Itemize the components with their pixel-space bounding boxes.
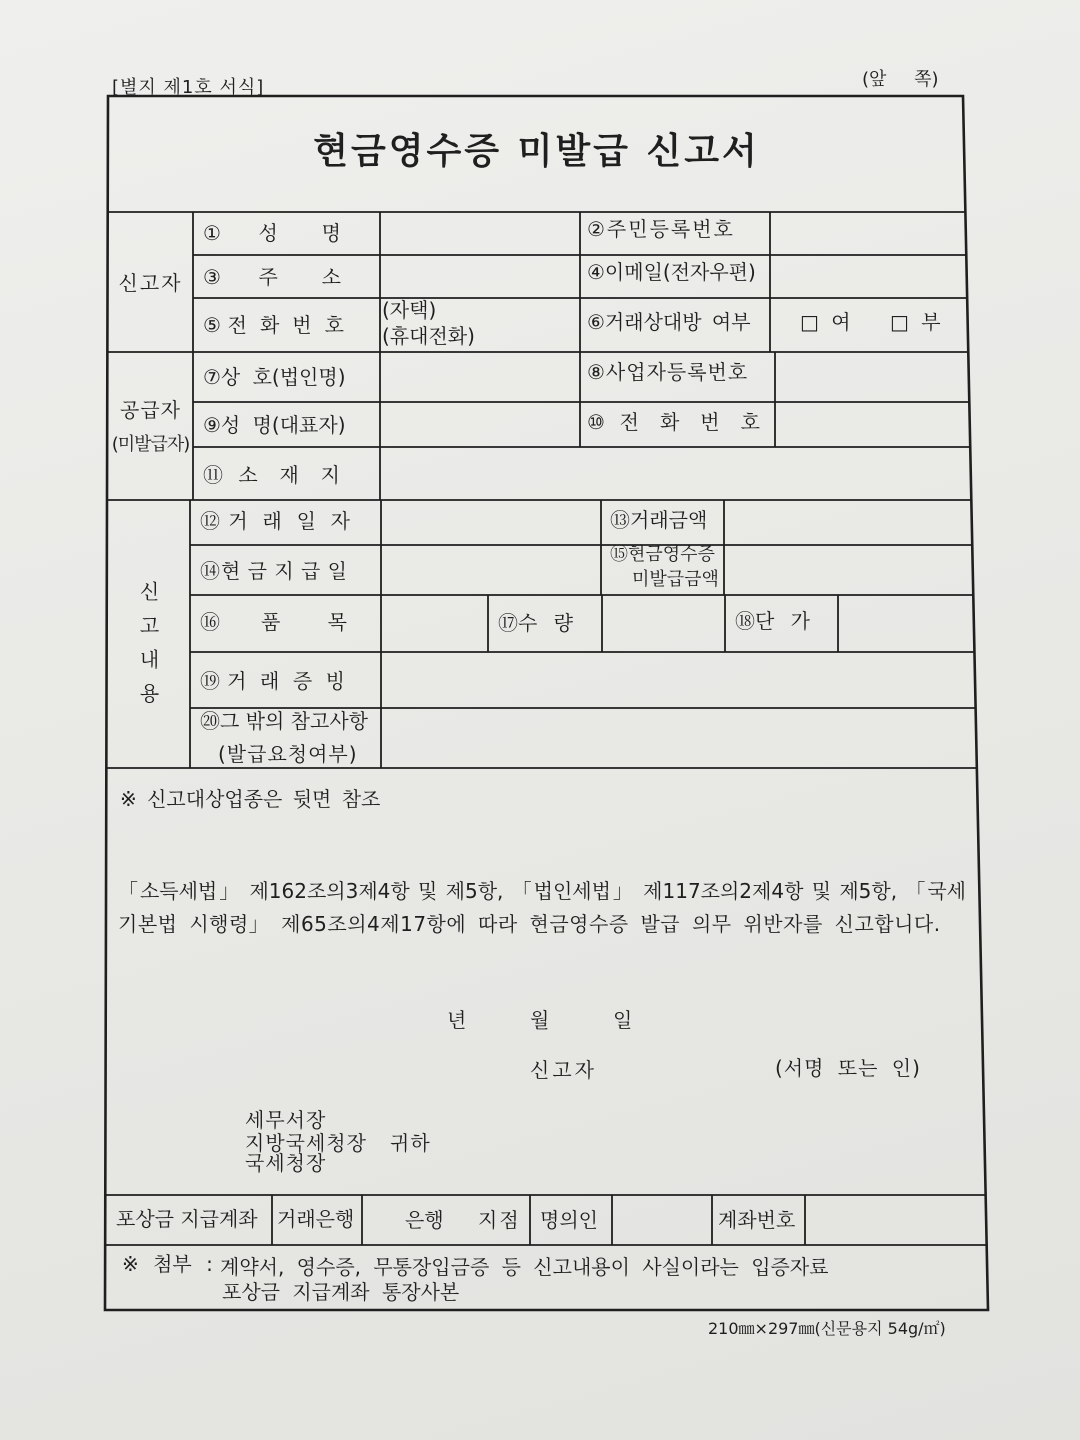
supplier-phone-label: ⑩전 화 번 호 xyxy=(587,410,760,434)
date-day: 일 xyxy=(613,1008,633,1032)
reporter-counterparty-label: ⑥거래상대방 여부 xyxy=(587,310,751,334)
supplier-location-label: ⑪소 재 지 xyxy=(203,463,340,487)
date-year: 년 xyxy=(447,1008,467,1032)
attachment-label: ※ 첨부 : xyxy=(122,1252,213,1276)
payment-date-label: ⑭현 금 지 급 일 xyxy=(200,559,347,583)
supplier-representative-label: ⑨성 명(대표자) xyxy=(203,413,346,437)
reward-account-label: 포상금 지급계좌 xyxy=(116,1207,258,1231)
page-title: 현금영수증 미발급 신고서 xyxy=(313,131,760,172)
reporter-section-label: 신고자 xyxy=(118,271,183,295)
form-number: [별지 제1호 서식] xyxy=(112,77,265,98)
reporter-phone-home-hint: (자택) xyxy=(382,298,437,322)
reporter-resident-number-label: ②주민등록번호 xyxy=(587,217,735,241)
report-section-label: 신고내용 xyxy=(136,581,160,717)
branch-suffix: 지점 xyxy=(478,1208,521,1232)
evidence-label: ⑲거 래 증 빙 xyxy=(200,669,345,693)
declaration-line-1: 「소득세법」 제162조의3제4항 및 제5항, 「법인세법」 제117조의2제4항 및 제5항, 「국세 xyxy=(118,879,966,903)
counterparty-yes-checkbox: □ 여 xyxy=(800,310,851,334)
transaction-date-label: ⑫거 래 일 자 xyxy=(200,509,350,533)
account-number-label: 계좌번호 xyxy=(718,1208,796,1232)
supplier-business-number-label: ⑧사업자등록번호 xyxy=(587,360,749,384)
reporter-email-label: ④이메일(전자우편) xyxy=(587,260,756,284)
supplier-section-sublabel: (미발급자) xyxy=(111,434,190,455)
attachment-line-1: 계약서, 영수증, 무통장입금증 등 신고내용이 사실이라는 입증자료 xyxy=(220,1255,829,1279)
bank-suffix: 은행 xyxy=(405,1208,444,1232)
unissued-amount-label-line2: 미발급금액 xyxy=(632,569,719,590)
unit-price-label: ⑱단 가 xyxy=(735,609,810,633)
supplier-section-label: 공급자 xyxy=(120,398,181,422)
account-holder-label: 명의인 xyxy=(540,1208,598,1232)
recipient-national-office: 국세청장 xyxy=(245,1151,327,1175)
reporter-phone-label: ⑤전 화 번 호 xyxy=(203,313,344,337)
reporter-address-label: ③주 소 xyxy=(203,265,341,289)
item-label: ⑯품 목 xyxy=(200,610,347,634)
other-notes-label: ⑳그 밖의 참고사항 xyxy=(200,709,368,733)
reporter-phone-mobile-hint: (휴대전화) xyxy=(382,324,475,348)
bank-label: 거래은행 xyxy=(277,1207,355,1231)
quantity-label: ⑰수 량 xyxy=(498,611,573,635)
attachment-line-2: 포상금 지급계좌 통장사본 xyxy=(222,1280,460,1304)
reporter-name-label: ①성 명 xyxy=(203,221,341,245)
paper-spec: 210㎜×297㎜(신문용지 54g/㎡) xyxy=(708,1319,946,1338)
declaration-line-2: 기본법 시행령」 제65조의4제17항에 따라 현금영수증 발급 의무 위반자를 신고합니다. xyxy=(118,912,941,936)
recipient-regional-office: 지방국세청장 xyxy=(245,1131,367,1155)
signature-hint: (서명 또는 인) xyxy=(775,1056,921,1080)
date-month: 월 xyxy=(530,1008,550,1032)
unissued-amount-label-line1: ⑮현금영수증 xyxy=(610,544,715,565)
counterparty-no-checkbox: □ 부 xyxy=(890,310,941,334)
supplier-business-name-label: ⑦상 호(법인명) xyxy=(203,365,346,389)
transaction-amount-label: ⑬거래금액 xyxy=(610,508,708,532)
recipient-tax-office: 세무서장 xyxy=(245,1108,327,1132)
page-side-label: (앞 쪽) xyxy=(862,69,939,90)
signature-reporter-label: 신고자 xyxy=(530,1058,597,1082)
notice-text: ※ 신고대상업종은 뒷면 참조 xyxy=(120,787,381,811)
other-notes-sublabel: (발급요청여부) xyxy=(218,742,358,766)
recipient-honorific: 귀하 xyxy=(390,1131,431,1155)
